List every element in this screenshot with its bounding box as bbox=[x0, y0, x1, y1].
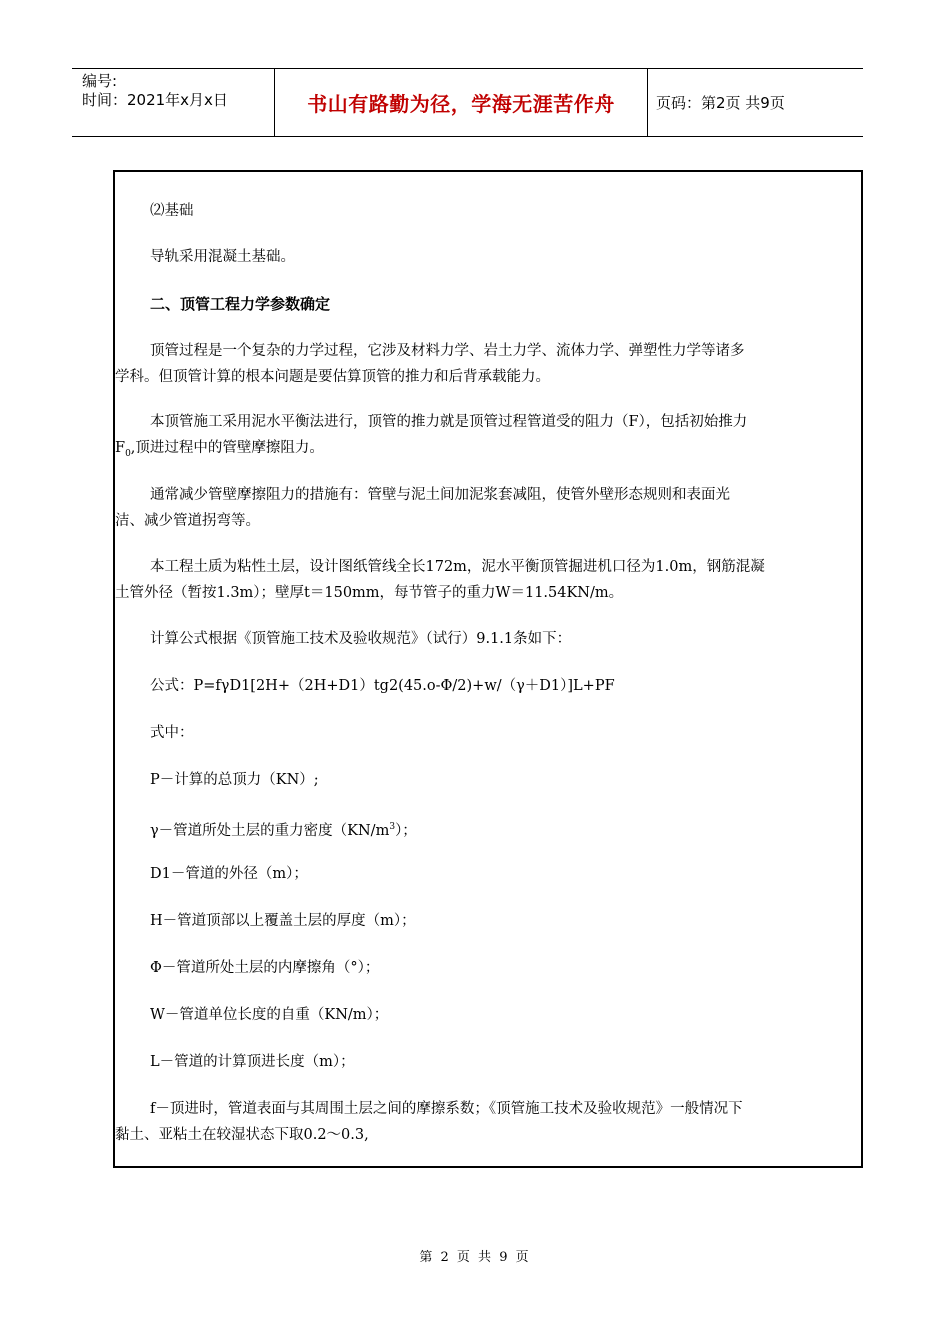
definition-gamma bbox=[150, 814, 857, 844]
header-motto-cell bbox=[275, 69, 648, 136]
paragraph-method bbox=[115, 409, 857, 467]
motto-text: 书山有路勤为径，学海无涯苦作舟 bbox=[307, 92, 615, 116]
paragraph-measures-line1: 通常减少管壁摩擦阻力的措施有：管壁与泥土间加泥浆套减阻，使管外壁形态规则和表面光 bbox=[150, 487, 730, 503]
definition-l: L－管道的计算顶进长度（m）； bbox=[150, 1054, 355, 1070]
page-footer: 第 2 页 共 9 页 bbox=[419, 1250, 531, 1265]
definition-phi: Φ－管道所处土层的内摩擦角（°）； bbox=[150, 960, 380, 976]
definition-w: W－管道单位长度的自重（KN/m）； bbox=[150, 1007, 389, 1023]
content-frame bbox=[113, 170, 863, 1168]
definition-f-line1: f－顶进时，管道表面与其周围土层之间的摩擦系数；《顶管施工技术及验收规范》一般情况下 bbox=[150, 1101, 743, 1117]
paragraph-soil-line1: 本工程土质为粘性土层，设计图纸管线全长172m，泥水平衡顶管掘进机口径为1.0m，钢筋混凝 bbox=[150, 559, 765, 575]
cubic-superscript: 3 bbox=[389, 822, 396, 832]
f0-symbol: F bbox=[115, 440, 126, 456]
paragraph-where: 式中： bbox=[150, 725, 194, 741]
number-label: 编号: bbox=[82, 72, 118, 90]
paragraph-method-line2 bbox=[115, 435, 857, 467]
definition-h: H－管道顶部以上覆盖土层的厚度（m）； bbox=[150, 913, 416, 929]
paragraph-measures-line2: 洁、减少管道拐弯等。 bbox=[115, 513, 260, 529]
f0-subscript: 0 bbox=[125, 448, 131, 459]
section-heading: 二、顶管工程力学参数确定 bbox=[150, 295, 331, 313]
paragraph-measures bbox=[115, 482, 857, 534]
definition-f-line2: 黏土、亚粘土在较湿状态下取0.2～0.3, bbox=[115, 1127, 369, 1143]
definition-gamma-text: γ－管道所处土层的重力密度（KN/m bbox=[150, 822, 390, 839]
paragraph-formula-source: 计算公式根据《顶管施工技术及验收规范》（试行）9.1.1条如下： bbox=[150, 631, 572, 647]
definition-p: P－计算的总顶力（KN）; bbox=[150, 772, 319, 788]
paragraph-soil-line2: 土管外径（暂按1.3m）；壁厚t＝150mm，每节管子的重力W＝11.54KN/m。 bbox=[115, 585, 624, 601]
definition-gamma-end: ）； bbox=[395, 822, 417, 839]
paragraph-soil bbox=[115, 554, 857, 606]
paragraph-method-line2-text: ,顶进过程中的管壁摩擦阻力。 bbox=[130, 440, 324, 456]
definition-f bbox=[115, 1096, 857, 1148]
definition-d1: D1－管道的外径（m）； bbox=[150, 866, 308, 882]
paragraph-intro-line2: 学科。但顶管计算的根本问题是要估算顶管的推力和后背承载能力。 bbox=[115, 369, 550, 385]
page-info: 页码：第2页 共9页 bbox=[656, 94, 785, 112]
header-meta-cell bbox=[72, 69, 275, 136]
paragraph-method-line1: 本顶管施工采用泥水平衡法进行，顶管的推力就是顶管过程管道受的阻力（F），包括初始推力 bbox=[150, 414, 748, 430]
paragraph-formula: 公式：P=fγD1[2H+（2H+D1）tg2(45.o-Φ/2)+w/（γ＋D1）]L+PF bbox=[150, 678, 615, 694]
paragraph-foundation-heading: ⑵基础 bbox=[150, 203, 194, 219]
paragraph-intro-line1: 顶管过程是一个复杂的力学过程，它涉及材料力学、岩土力学、流体力学、弹塑性力学等诸多 bbox=[150, 343, 745, 359]
page-header bbox=[72, 68, 863, 137]
paragraph-intro bbox=[115, 338, 857, 390]
time-label: 时间：2021年x月x日 bbox=[82, 91, 228, 109]
paragraph-foundation-text: 导轨采用混凝土基础。 bbox=[150, 249, 295, 265]
header-page-cell bbox=[648, 69, 863, 136]
